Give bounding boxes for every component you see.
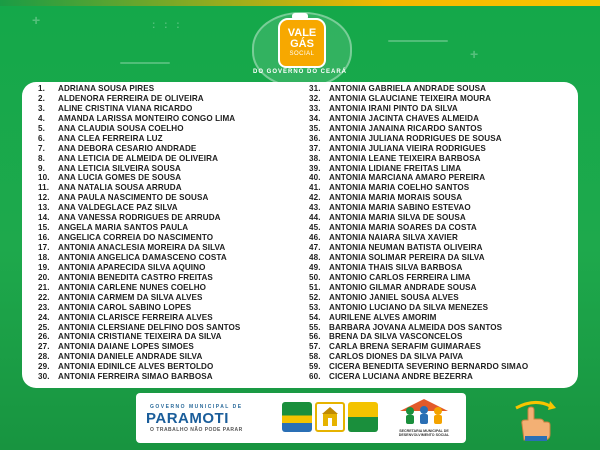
- list-item-name: ANTONIA BENEDITA CASTRO FREITAS: [58, 272, 213, 282]
- list-item-number: 14.: [38, 213, 50, 223]
- list-item-number: 9.: [38, 163, 45, 173]
- list-item-number: 53.: [309, 302, 321, 312]
- list-item-number: 22.: [38, 292, 50, 302]
- list-item-name: ANTONIA NAIARA SILVA XAVIER: [329, 233, 458, 243]
- list-item-number: 34.: [309, 113, 321, 123]
- list-item-name: CICERA LUCIANA ANDRE BEZERRA: [329, 372, 473, 382]
- list-item: [309, 144, 528, 154]
- list-item: [38, 124, 240, 134]
- list-item-name: ANTONIA FERREIRA SIMAO BARBOSA: [58, 372, 213, 382]
- logo-badge: [278, 18, 326, 68]
- seal-emblem: [315, 402, 345, 432]
- list-item-name: ANTONIA ANACLESIA MOREIRA DA SILVA: [58, 243, 226, 252]
- list-item-number: 45.: [309, 223, 321, 233]
- list-item-name: AURILENE ALVES AMORIM: [329, 312, 437, 322]
- deco-line-2: [120, 62, 170, 64]
- gov-label: GOVERNO MUNICIPAL DE: [150, 404, 243, 410]
- list-item-number: 35.: [309, 123, 321, 133]
- list-item-name: ANGELA MARIA SANTOS PAULA: [58, 223, 189, 233]
- top-stripe: [0, 0, 600, 6]
- list-item-number: 12.: [38, 193, 50, 203]
- list-item: [309, 164, 528, 174]
- list-item-name: ANTONIA APARECIDA SILVA AQUINO: [58, 262, 206, 272]
- city-seal-icon: [282, 402, 378, 432]
- list-item-name: CARLA BRENA SERAFIM GUIMARAES: [329, 342, 482, 352]
- list-item-number: 27.: [38, 342, 50, 352]
- list-item-name: ANTONIA NEUMAN BATISTA OLIVEIRA: [329, 243, 483, 252]
- list-item-name: ANTONIA JULIANA RODRIGUES DE SOUSA: [329, 133, 502, 143]
- list-item-number: 1.: [38, 84, 45, 93]
- list-item-name: ANTONIA JANAINA RICARDO SANTOS: [329, 123, 483, 133]
- list-item-name: ALINE CRISTINA VIANA RICARDO: [58, 103, 193, 113]
- list-item-number: 49.: [309, 262, 321, 272]
- list-item-number: 56.: [309, 332, 321, 342]
- list-item: [309, 352, 528, 362]
- logo-line2: GÁS: [290, 38, 314, 50]
- list-item: [309, 213, 528, 223]
- list-item: [309, 94, 528, 104]
- church-icon: [317, 404, 343, 430]
- list-item: [309, 253, 528, 263]
- list-item-name: ADRIANA SOUSA PIRES: [58, 84, 155, 93]
- city-name: PARAMOTI: [146, 410, 229, 427]
- list-item-number: 60.: [309, 372, 321, 382]
- list-item-name: ANA VANESSA RODRIGUES DE ARRUDA: [58, 213, 221, 223]
- list-item-name: ANGELICA CORREIA DO NASCIMENTO: [58, 233, 214, 243]
- list-item-name: ANTONIA CLARISCE FERREIRA ALVES: [58, 312, 213, 322]
- list-item-number: 10.: [38, 173, 50, 183]
- logo-line1: VALE: [287, 27, 317, 39]
- list-item-number: 20.: [38, 272, 50, 282]
- list-item-name: ANTONIA SOLIMAR PEREIRA DA SILVA: [329, 252, 485, 262]
- vale-gas-logo: [252, 12, 348, 84]
- list-item: [38, 323, 240, 333]
- list-item: [38, 173, 240, 183]
- list-item-number: 44.: [309, 213, 321, 223]
- list-item-number: 43.: [309, 203, 321, 213]
- list-item: [38, 154, 240, 164]
- list-item-name: ANTONIA EDINILCE ALVES BERTOLDO: [58, 362, 214, 372]
- list-item: [309, 313, 528, 323]
- list-item-name: ANA LUCIA GOMES DE SOUSA: [58, 173, 182, 183]
- list-item-number: 4.: [38, 113, 45, 123]
- list-item: [38, 183, 240, 193]
- list-item-number: 38.: [309, 153, 321, 163]
- list-item: [38, 203, 240, 213]
- deco-plus-left: +: [32, 12, 41, 28]
- list-item-name: CICERA BENEDITA SEVERINO BERNARDO SIMAO: [329, 362, 529, 372]
- list-item-number: 6.: [38, 133, 45, 143]
- list-item: [309, 372, 528, 382]
- list-item: [38, 342, 240, 352]
- list-item-name: BARBARA JOVANA ALMEIDA DOS SANTOS: [329, 322, 503, 332]
- list-item: [309, 332, 528, 342]
- list-item: [38, 104, 240, 114]
- list-item-number: 31.: [309, 84, 321, 93]
- list-item: [38, 243, 240, 253]
- list-item-name: ANA LETICIA DE ALMEIDA DE OLIVEIRA: [58, 153, 219, 163]
- list-item-number: 26.: [38, 332, 50, 342]
- list-item: [38, 352, 240, 362]
- list-item: [309, 233, 528, 243]
- list-item-name: ANTONIA LIDIANE FREITAS LIMA: [329, 163, 462, 173]
- deco-plus-right: +: [470, 46, 479, 62]
- list-item-number: 29.: [38, 362, 50, 372]
- list-item-name: ANTONIA GLAUCIANE TEIXEIRA MOURA: [329, 93, 492, 103]
- list-item: [309, 263, 528, 273]
- list-item-number: 55.: [309, 322, 321, 332]
- list-item-number: 3.: [38, 103, 45, 113]
- list-item: [309, 283, 528, 293]
- list-item: [309, 223, 528, 233]
- list-item: [38, 114, 240, 124]
- people-icon: [394, 397, 454, 425]
- city-slogan: O TRABALHO NÃO PODE PARAR: [150, 427, 243, 433]
- list-item-name: ANA DEBORA CESARIO ANDRADE: [58, 143, 197, 153]
- list-item: [38, 164, 240, 174]
- list-item-name: ANTONIA MARIA SOARES DA COSTA: [329, 223, 477, 233]
- list-item-number: 37.: [309, 143, 321, 153]
- list-item: [38, 313, 240, 323]
- list-item-number: 16.: [38, 233, 50, 243]
- list-item-name: ANA PAULA NASCIMENTO DE SOUSA: [58, 193, 209, 203]
- list-item-number: 46.: [309, 233, 321, 243]
- list-item: [38, 94, 240, 104]
- list-item: [38, 273, 240, 283]
- list-item-name: ANA CLAUDIA SOUSA COELHO: [58, 123, 184, 133]
- list-item-number: 50.: [309, 272, 321, 282]
- list-item-number: 15.: [38, 223, 50, 233]
- list-item-number: 11.: [38, 183, 50, 193]
- list-item-number: 59.: [309, 362, 321, 372]
- list-item-name: ANTONIA DAIANE LOPES SIMOES: [58, 342, 194, 352]
- list-item-name: ANTONIA MARIA MORAIS SOUSA: [329, 193, 463, 203]
- list-item-name: ANTONIO LUCIANO DA SILVA MENEZES: [329, 302, 489, 312]
- list-item: [38, 303, 240, 313]
- list-item-number: 33.: [309, 103, 321, 113]
- list-item: [38, 84, 240, 94]
- list-item: [309, 154, 528, 164]
- seal-flag: [282, 402, 312, 432]
- list-item: [309, 134, 528, 144]
- secretaria-label: SECRETARIA MUNICIPAL DE DESENVOLVIMENTO SOCIAL: [398, 429, 450, 438]
- list-item: [38, 372, 240, 382]
- list-item: [38, 253, 240, 263]
- list-item-name: ANTONIA CLERSIANE DELFINO DOS SANTOS: [58, 322, 241, 332]
- list-item: [38, 283, 240, 293]
- hand-pointer-icon[interactable]: [510, 398, 560, 442]
- list-item-name: ANTONIA MARIA COELHO SANTOS: [329, 183, 470, 193]
- list-item-number: 25.: [38, 322, 50, 332]
- list-item-number: 17.: [38, 243, 50, 252]
- list-item-name: BRENA DA SILVA VASCONCELOS: [329, 332, 463, 342]
- list-item-number: 54.: [309, 312, 321, 322]
- list-item-number: 32.: [309, 93, 321, 103]
- names-list-card: [22, 82, 578, 388]
- list-item-name: ANTONIA IRANI PINTO DA SILVA: [329, 103, 458, 113]
- list-item: [309, 303, 528, 313]
- list-item-number: 30.: [38, 372, 50, 382]
- list-item: [309, 84, 528, 94]
- deco-line-1: [388, 40, 448, 42]
- list-item-name: ANA CLEA FERREIRA LUZ: [58, 133, 163, 143]
- list-item-number: 2.: [38, 93, 45, 103]
- list-item: [38, 134, 240, 144]
- list-item-number: 13.: [38, 203, 50, 213]
- list-item-name: ANTONIA THAIS SILVA BARBOSA: [329, 262, 463, 272]
- list-item-number: 5.: [38, 123, 45, 133]
- list-item-number: 47.: [309, 243, 321, 252]
- list-item-number: 51.: [309, 282, 321, 292]
- list-item-number: 41.: [309, 183, 321, 193]
- list-item-name: AMANDA LARISSA MONTEIRO CONGO LIMA: [58, 113, 236, 123]
- list-item-number: 18.: [38, 252, 50, 262]
- list-item-number: 19.: [38, 262, 50, 272]
- list-item: [309, 323, 528, 333]
- list-item: [38, 223, 240, 233]
- list-item: [309, 342, 528, 352]
- logo-line3: SOCIAL: [289, 51, 315, 57]
- list-item-name: ANTONIO GILMAR ANDRADE SOUSA: [329, 282, 477, 292]
- list-item-number: 23.: [38, 302, 50, 312]
- list-item-number: 39.: [309, 163, 321, 173]
- list-item-number: 57.: [309, 342, 321, 352]
- list-item: [38, 233, 240, 243]
- list-item-name: ANTONIA JULIANA VIEIRA RODRIGUES: [329, 143, 486, 153]
- list-item: [38, 263, 240, 273]
- list-item-number: 36.: [309, 133, 321, 143]
- list-item: [309, 114, 528, 124]
- list-item: [309, 362, 528, 372]
- list-item: [309, 183, 528, 193]
- list-item-name: ANTONIA CRISTIANE TEIXEIRA DA SILVA: [58, 332, 222, 342]
- list-item-name: ANTONIA MARIA SILVA DE SOUSA: [329, 213, 466, 223]
- list-item: [309, 243, 528, 253]
- list-item: [309, 104, 528, 114]
- list-item-number: 58.: [309, 352, 321, 362]
- list-item-name: ANTONIA MARCIANA AMARO PEREIRA: [329, 173, 486, 183]
- list-item: [38, 293, 240, 303]
- list-item-name: ANTONIO CARLOS FERREIRA LIMA: [329, 272, 471, 282]
- list-item-number: 48.: [309, 252, 321, 262]
- list-item-name: ANA LETICIA SILVEIRA SOUSA: [58, 163, 181, 173]
- list-item-number: 52.: [309, 292, 321, 302]
- list-item-name: ANTONIA ANGELICA DAMASCENO COSTA: [58, 252, 227, 262]
- list-item-number: 21.: [38, 282, 50, 292]
- list-item-name: ANTONIA CARLENE NUNES COELHO: [58, 282, 207, 292]
- list-item: [309, 124, 528, 134]
- list-item-name: ANA VALDEGLACE PAZ SILVA: [58, 203, 178, 213]
- list-item: [38, 362, 240, 372]
- list-item-name: ANTONIA DANIELE ANDRADE SILVA: [58, 352, 203, 362]
- list-item: [309, 173, 528, 183]
- list-item: [309, 203, 528, 213]
- list-item-number: 7.: [38, 143, 45, 153]
- list-item-name: ALDENORA FERREIRA DE OLIVEIRA: [58, 93, 204, 103]
- list-item-name: ANTONIO JANIEL SOUSA ALVES: [329, 292, 459, 302]
- names-column-right: [309, 84, 528, 382]
- list-item: [38, 193, 240, 203]
- names-column-left: [38, 84, 240, 382]
- deco-dots: : : :: [152, 20, 183, 31]
- list-item-name: ANA NATALIA SOUSA ARRUDA: [58, 183, 182, 193]
- list-item-name: ANTONIA LEANE TEIXEIRA BARBOSA: [329, 153, 481, 163]
- list-item-name: ANTONIA MARIA SABINO ESTEVAO: [329, 203, 471, 213]
- list-item: [309, 293, 528, 303]
- list-item-number: 42.: [309, 193, 321, 203]
- list-item: [309, 193, 528, 203]
- list-item: [38, 332, 240, 342]
- list-item-name: ANTONIA CAROL SABINO LOPES: [58, 302, 192, 312]
- footer-banner: [136, 393, 466, 443]
- seal-banner: [348, 402, 378, 432]
- list-item-name: ANTONIA GABRIELA ANDRADE SOUSA: [329, 84, 487, 93]
- list-item: [38, 144, 240, 154]
- list-item-number: 8.: [38, 153, 45, 163]
- list-item-number: 28.: [38, 352, 50, 362]
- list-item-name: CARLOS DIONES DA SILVA PAIVA: [329, 352, 464, 362]
- list-item-number: 40.: [309, 173, 321, 183]
- list-item-name: ANTONIA CARMEM DA SILVA ALVES: [58, 292, 203, 302]
- list-item-name: ANTONIA JACINTA CHAVES ALMEIDA: [329, 113, 480, 123]
- logo-subtitle: DO GOVERNO DO CEARÁ: [252, 69, 347, 75]
- list-item: [309, 273, 528, 283]
- list-item-number: 24.: [38, 312, 50, 322]
- list-item: [38, 213, 240, 223]
